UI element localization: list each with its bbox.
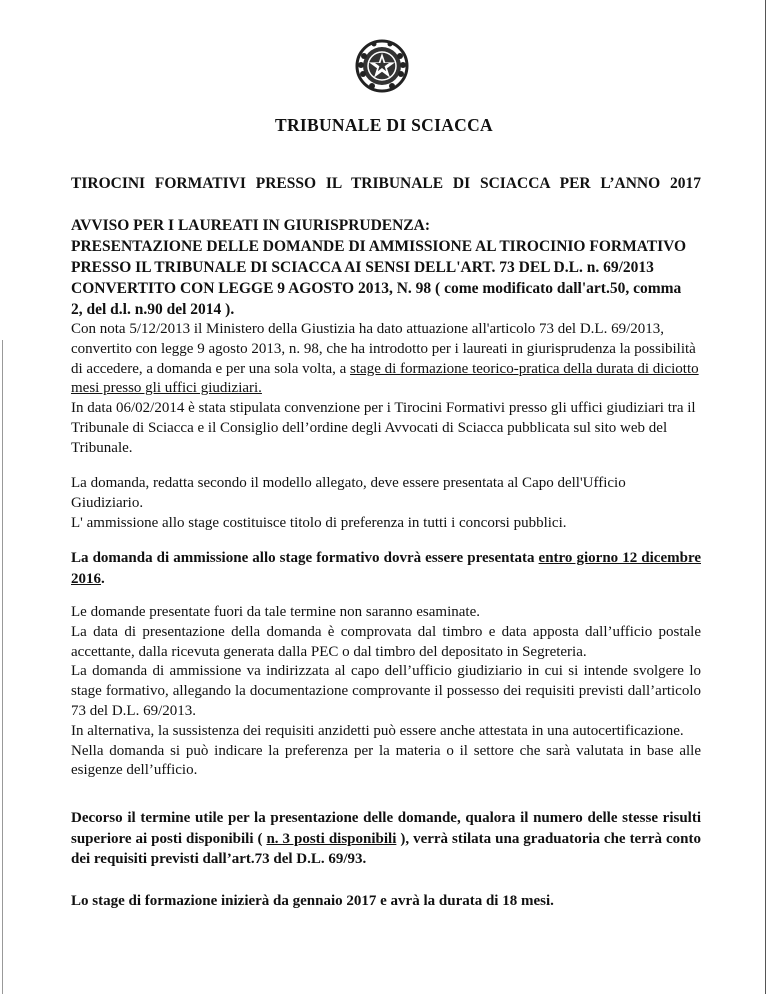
available-posts: n. 3 posti disponibili: [266, 830, 397, 847]
paragraph-start-date: Lo stage di formazione inizierà da gennaio 2017 e avrà la durata di 18 mesi.: [71, 893, 554, 909]
paragraph-text: .: [101, 570, 105, 587]
scan-edge: [2, 340, 3, 994]
document-heading: TIROCINI FORMATIVI PRESSO IL TRIBUNALE DI SCIACCA PER L’ANNO 2017: [71, 175, 701, 192]
stage-description-underlined: stage di formazione teorico-pratica della durata di diciotto mesi presso gli uffici giudiziari.: [71, 360, 699, 397]
scan-edge: [765, 0, 766, 994]
paragraph-submission: [71, 474, 701, 533]
paragraph-text: Nella domanda si può indicare la preferenza per la materia o il settore che sarà valutata in base alle esigenze dell’ufficio.: [71, 742, 701, 779]
paragraph-text: La domanda, redatta secondo il modello allegato, deve essere presentata al Capo dell'Ufficio Giudiziario.: [71, 475, 626, 511]
paragraph-text: La data di presentazione della domanda è comprovata dal timbro e data apposta dall’ufficio postale accettante, dalla ricevuta generata dalla PEC o dal timbro del depositato in Segreteria.: [71, 623, 701, 660]
paragraph-text: In data 06/02/2014 è stata stipulata convenzione per i Tirocini Formativi presso gli uffici giudiziari tra il Tribunale di Sciacca e il Consiglio dell’ordine degli Avvocati di Sciacca pubblicata sul sito web del Tribunale.: [71, 400, 696, 456]
paragraph-text: ), verrà stilata una graduatoria che terrà conto dei requisiti previsti dall’art.73 del D.L. 69/93.: [71, 830, 701, 867]
paragraph-deadline: [71, 548, 701, 589]
paragraph-introduction: [71, 320, 701, 459]
paragraph-text: In alternativa, la sussistenza dei requisiti anzidetti può essere anche attestata in una autocertificazione.: [71, 722, 684, 739]
paragraph-text: Decorso il termine utile per la presentazione delle domande, qualora il numero delle stesse risulti superiore ai posti disponibili (: [71, 810, 701, 847]
notice-heading-line: 2, del d.l. n.90 del 2014 ).: [71, 301, 235, 318]
court-title: TRIBUNALE DI SCIACCA: [275, 115, 493, 135]
paragraph-text: La domanda di ammissione va indirizzata al capo dell’ufficio giudiziario in cui si intende svolgere lo stage formativo, allegando la documentazione comprovante il possesso dei requisiti previsti dall’articolo 73 del D.L. 69/2013.: [71, 663, 701, 719]
deadline-date: entro giorno 12 dicembre 2016: [71, 550, 701, 587]
italian-republic-emblem-icon: [354, 38, 410, 94]
notice-heading-line: PRESENTAZIONE DELLE DOMANDE DI AMMISSIONE AL TIROCINIO FORMATIVO: [71, 238, 687, 255]
notice-heading: [71, 215, 701, 320]
notice-heading-line: PRESSO IL TRIBUNALE DI SCIACCA AI SENSI DELL'ART. 73 DEL D.L. n. 69/2013: [71, 259, 654, 276]
notice-heading-line: AVVISO PER I LAUREATI IN GIURISPRUDENZA:: [71, 217, 430, 234]
paragraph-text: Le domande presentate fuori da tale termine non saranno esaminate.: [71, 604, 480, 620]
paragraph-ranking: [71, 808, 701, 870]
notice-heading-line: CONVERTITO CON LEGGE 9 AGOSTO 2013, N. 98 ( come modificato dall'art.50, comma: [71, 280, 682, 297]
paragraph-text: L' ammissione allo stage costituisce titolo di preferenza in tutti i concorsi pubblici.: [71, 514, 567, 531]
paragraph-text: Con nota 5/12/2013 il Ministero della Giustizia ha dato attuazione all'articolo 73 del D.L. 69/2013, convertito con legge 9 agosto 2013, n. 98, che ha introdotto per i laureati in giurisprudenza la possibilità di accedere, a domanda e per una sola volta, a: [71, 321, 696, 377]
paragraph-text: La domanda di ammissione allo stage formativo dovrà essere presentata: [71, 550, 539, 566]
paragraph-requirements: [71, 603, 701, 781]
